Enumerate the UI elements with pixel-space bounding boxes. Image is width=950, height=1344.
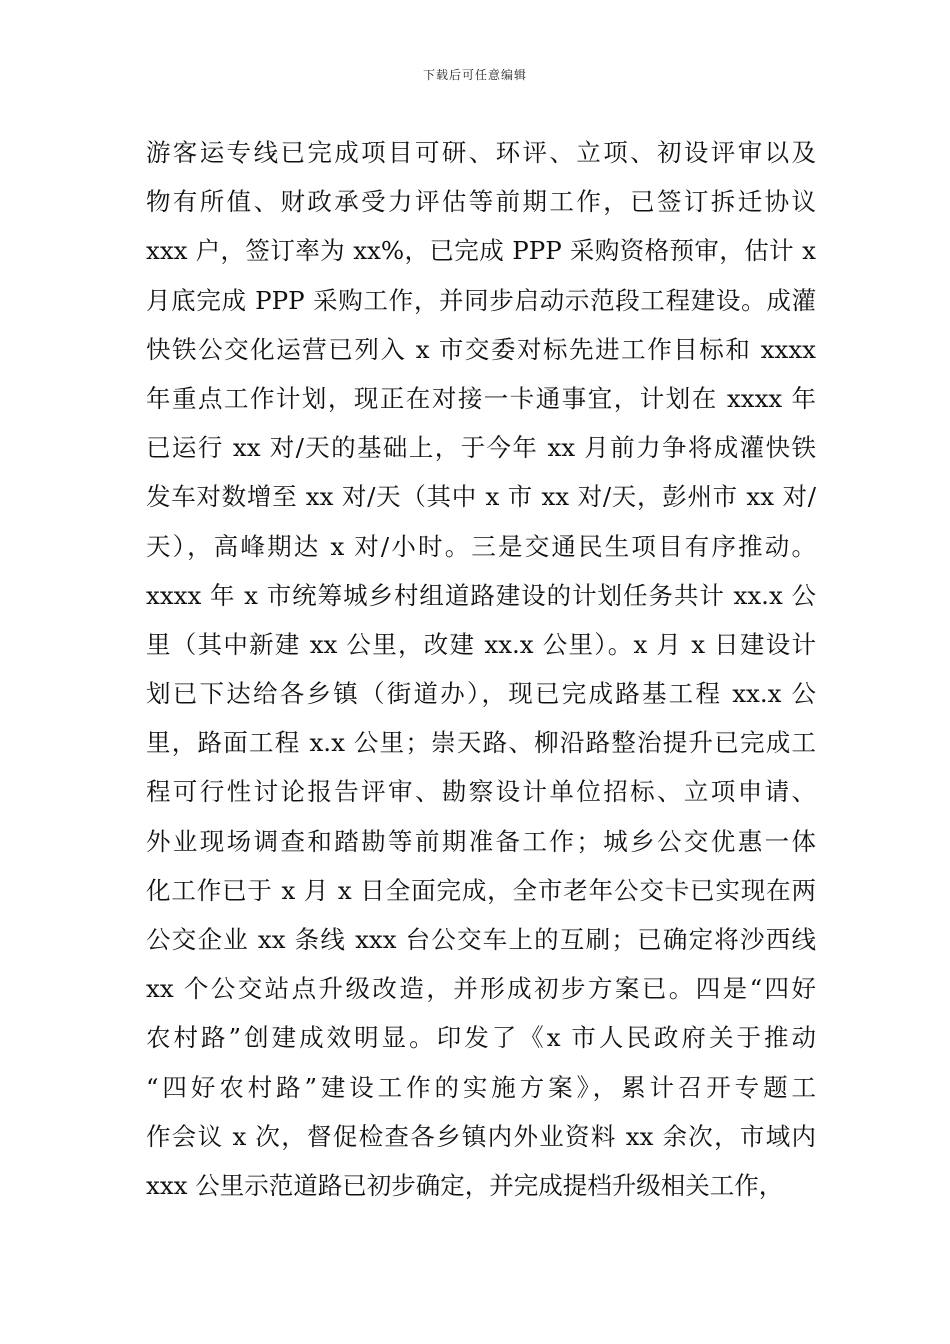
text-line: 天），高峰期达 x 对/小时。三是交通民生项目有序推动。 [146, 531, 816, 561]
text-line: xx 个公交站点升级改造，并形成初步方案已。四是“四好 [146, 974, 816, 1004]
text-line: 月底完成 PPP 采购工作，并同步启动示范段工程建设。成灌 [146, 285, 816, 315]
text-line: 里（其中新建 xx 公里，改建 xx.x 公里）。x 月 x 日建设计 [146, 629, 816, 659]
text-line: xxxx 年 x 市统筹城乡村组道路建设的计划任务共计 xx.x 公 [146, 580, 816, 610]
text-line: 外业现场调查和踏勘等前期准备工作；城乡公交优惠一体 [146, 826, 816, 856]
body-paragraph [146, 128, 816, 1210]
text-line: 快铁公交化运营已列入 x 市交委对标先进工作目标和 xxxx [146, 334, 816, 364]
text-line: 化工作已于 x 月 x 日全面完成，全市老年公交卡已实现在两 [146, 875, 816, 905]
text-line: 发车对数增至 xx 对/天（其中 x 市 xx 对/天，彭州市 xx 对/ [146, 482, 816, 512]
text-line: “四好农村路”建设工作的实施方案》，累计召开专题工 [146, 1072, 816, 1102]
text-line: xxx 户，签订率为 xx%，已完成 PPP 采购资格预审，估计 x [146, 236, 816, 266]
text-line: 物有所值、财政承受力评估等前期工作，已签订拆迁协议 [146, 187, 816, 217]
text-line: 里，路面工程 x.x 公里；崇天路、柳沿路整治提升已完成工 [146, 728, 816, 758]
text-line: xxx 公里示范道路已初步确定，并完成提档升级相关工作， [146, 1170, 784, 1200]
text-line: 年重点工作计划，现正在对接一卡通事宜，计划在 xxxx 年 [146, 383, 816, 413]
text-line: 农村路”创建成效明显。印发了《x 市人民政府关于推动 [146, 1023, 816, 1053]
text-line: 已运行 xx 对/天的基础上，于今年 xx 月前力争将成灌快铁 [146, 433, 816, 463]
page-header: 下载后可任意编辑 [422, 68, 527, 82]
text-line: 游客运专线已完成项目可研、环评、立项、初设评审以及 [146, 138, 816, 167]
text-line: 划已下达给各乡镇（街道办），现已完成路基工程 xx.x 公 [146, 679, 816, 709]
text-line: 作会议 x 次，督促检查各乡镇内外业资料 xx 余次，市域内 [146, 1121, 816, 1151]
text-line: 公交企业 xx 条线 xxx 台公交车上的互刷；已确定将沙西线 [146, 925, 816, 954]
text-line: 程可行性讨论报告评审、勘察设计单位招标、立项申请、 [146, 777, 816, 807]
